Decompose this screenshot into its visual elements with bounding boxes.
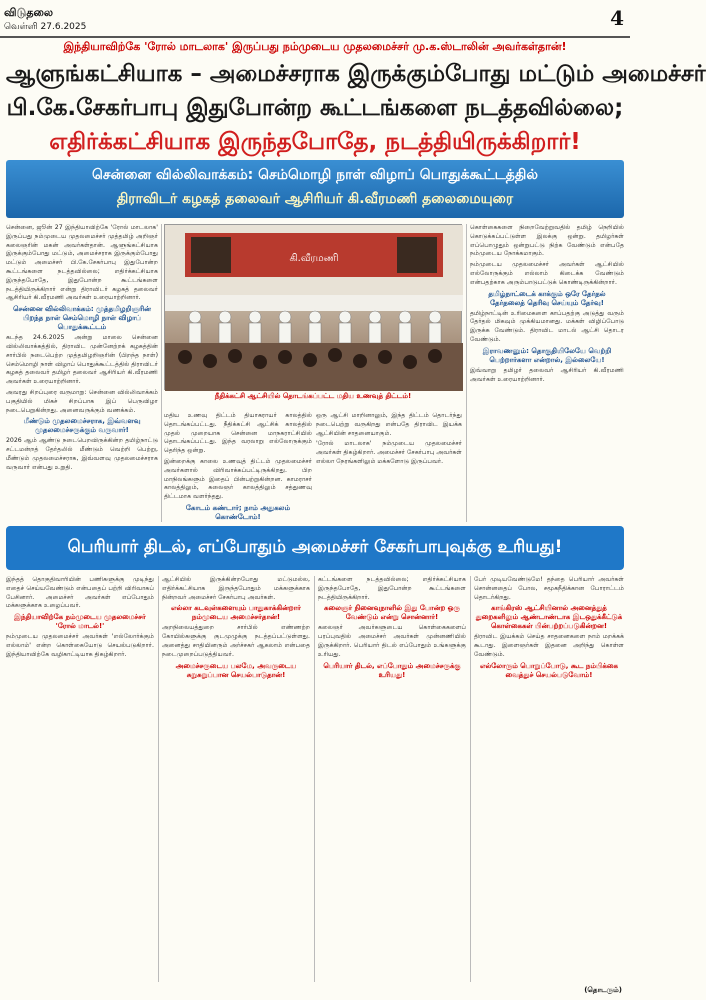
column-divider: [161, 224, 162, 522]
paragraph: கொள்கைகளை நிறைவேற்றுவதில் தமிழ் நெறியில் கொடுக்கப்பட்டுள்ள இலக்கு ஒன்று. தமிழர்கள் எப்பொழுதும் ஒன்றுபட்டு நிற்க வேண்டும் என்பதே நம்முடைய நோக்கமாகும்.: [470, 224, 624, 258]
paragraph: கலைஞர் அவர்களுடைய கொள்கைகளைப் பரப்புவதில் அமைச்சர் அவர்கள் முன்னணியில் இருக்கிறார். பெரியார் திடல் எப்போதும் உங்களுக்கு உரியது.: [318, 624, 466, 658]
column-divider: [158, 576, 159, 982]
paragraph: கட்டங்களை நடத்தவில்லை; எதிர்க்கட்சியாக இருந்தபோதே, இதுபோன்ற கூட்டங்களை நடத்தியிருக்கிறார்.: [318, 576, 466, 601]
section-heading: தமிழ்நாட்டைக் காக்கும் ஒரே தேர்தல் தேர்தலைத் தெரிவு செய்யும் தேர்வு!: [488, 289, 606, 307]
paragraph: சென்னை, ஜூன் 27 இந்தியாவிற்கே 'ரோல் மாடலாக' இருப்பது நம்முடைய முதலமைச்சர் முத்தமிழ் அறிஞர் கலைஞரின் மகன் அவர்கள்தான். ஆளுங்கட்சியாக இருக்கும்போது மட்டும், அமைச்சராக இருக்கும்போது மட்டும் அமைச்சர் பி.கே.சேகர்பாபு இதுபோன்ற கூட்டங்களை நடத்தவில்லை; எதிர்க்கட்சியாக இருந்தபோதே, இதுபோன்ற கூட்டங்களை நடத்தியிருக்கிறார் என்று திராவிடர் கழகத் தலைவர் ஆசிரியர் கி.வீரமணி அவர்கள் உரையாற்றினார்.: [6, 224, 158, 302]
paragraph: பேர் முடியவேண்டுமே! தந்தை பெரியார் அவர்கள் சொன்னதைப் போல, சமூகநீதிக்கான போராட்டம் தொடர்கிறது.: [474, 576, 624, 601]
article-column-middle-right: [316, 412, 462, 522]
article-column-left: [6, 224, 158, 522]
paragraph: 'ரோல் மாடலாக' நம்முடைய முதலமைச்சர் அவர்கள் திகழ்கிறார். அமைச்சர் சேகர்பாபு அவர்கள் எல்லா நேரங்களிலும் மக்களோடு இருப்பவர்.: [316, 440, 462, 465]
stage-banner-text: கி.வீரமணி: [289, 253, 339, 264]
column-divider: [470, 576, 471, 982]
kicker-line: இந்தியாவிற்கே 'ரோல் மாடலாக' இருப்பது நம்முடைய முதலமைச்சர் மு.க.ஸ்டாலின் அவர்கள்தான்!: [63, 40, 567, 53]
column-divider: [466, 224, 467, 522]
paragraph: ஆட்சியில் இருக்கின்றபோது மட்டுமல்ல, எதிர்க்கட்சியாக இருந்தபோதும் மக்களுக்காக நின்றவர் அமைச்சர் சேகர்பாபு அவர்கள்.: [162, 576, 310, 601]
article-column-bottom-3: [318, 576, 466, 982]
newspaper-name: விடுதலை: [4, 6, 54, 19]
page-number: 4: [610, 6, 624, 30]
section-heading: காங்கிரஸ் ஆட்சியினால் அனைத்துத் துறைகளிலும் ஆண்டாண்டாக இடஒதுக்கீட்டுக் கொள்கைகள் பின்பற்றப்படுகின்றன!: [475, 604, 623, 631]
section-heading: கலைஞர் நினைவுநாளில் இது போன்ற ஒரு வேண்டும் என்று சொன்னார்!: [323, 604, 461, 622]
headline-line-3: எதிர்க்கட்சியாக இருந்தபோதே, நடத்தியிருக்கிறார்!: [49, 129, 581, 155]
section-heading: அமைச்சருடைய பலமே, அவருடைய சுறுசுறுப்பான செயல்பாடுதான்!: [175, 661, 297, 679]
section-heading: கோடம் கண்டார்; நாம் அதுகலம் கொண்டோம்!: [185, 503, 291, 521]
paragraph: தமிழ்நாட்டின் உரிமைகளை காப்பதற்கு அடுத்து வரும் தேர்தல் மிகவும் முக்கியமானது. மக்கள் விழிப்போடு இருக்க வேண்டும். திராவிட மாடல் ஆட்சி தொடர வேண்டும்.: [470, 309, 624, 343]
section-heading: இந்தியாவிற்கே நம்முடைய முதலமைச்சர் 'ரோல் மாடல்!': [14, 613, 146, 631]
article-column-middle-left: [164, 412, 312, 522]
paragraph: ஒரு ஆட்சி மாறினாலும், இந்த திட்டம் தொடர்ந்து நடைபெற்று வருகிறது என்பதே திராவிட இயக்க ஆட்சியின் சாதனையாகும்.: [316, 412, 462, 437]
section-heading: சென்னை வில்லிவாக்கம்: முத்தமிழறிஞரின் பிறந்த நாள் செம்மொழி நாள் விழாப் பொதுக்கூட்டம்: [13, 305, 151, 332]
paragraph: கடந்த 24.6.2025 அன்று மாலை சென்னை வில்லிவாக்கத்தில், திராவிட முன்னேற்றக் கழகத்தின் சார்பில் நடைபெற்ற முத்தமிழறிஞரின் (பிறந்த நாள்) செம்மொழி நாள் விழாப் பொதுக்கூட்டத்தில் திராவிடர் கழகத் தலைவர் தமிழர் தலைவர் ஆசிரியர் கி.வீரமணி அவர்கள் உரையாற்றினார்.: [6, 334, 158, 386]
highlight-banner-text: பெரியார் திடல், எப்போதும் அமைச்சர் சேகர்பாபுவுக்கு உரியது!: [67, 537, 563, 557]
section-heading: எல்லோரும் பொறுப்போடு, கூட நம்பிக்கை வைத்துச் செயல்படுவோம்!: [480, 661, 618, 679]
event-photo: [164, 224, 462, 390]
paragraph: திராவிட இயக்கம் செய்த சாதனைகளை நாம் மறக்கக் கூடாது. இளைஞர்கள் இதனை அறிந்து கொள்ள வேண்டும்.: [474, 633, 624, 658]
highlight-banner: [6, 526, 624, 570]
subhead-banner: [6, 160, 624, 218]
photo-caption: நீதிக்கட்சி ஆட்சியில் தொடங்கப்பட்ட மதிய உணவுத் திட்டம்!: [214, 392, 412, 400]
continued-label: (தொடரும்): [584, 986, 622, 994]
issue-date: வெள்ளி 27.6.2025: [4, 22, 87, 32]
headline-line-2: பி.கே.சேகர்பாபு இதுபோன்ற கூட்டங்களை நடத்தவில்லை;: [6, 95, 624, 121]
stage-photo-illustration: [165, 225, 463, 391]
headline-line-1: ஆளுங்கட்சியாக – அமைச்சராக இருக்கும்போது மட்டும் அமைச்சர்: [6, 61, 706, 87]
column-divider: [314, 576, 315, 982]
subhead-line-1: சென்னை வில்லிவாக்கம்: செம்மொழி நாள் விழாப் பொதுக்கூட்டத்தில்: [91, 167, 538, 183]
section-heading: பெரியார் திடல், எப்போதும் அமைச்சருக்கு உரியது!: [323, 661, 461, 679]
paragraph: அவரது சிறப்புரை வருமாறு: சென்னை வில்லிவாக்கம் பகுதியில் மிகச் சிறப்பாக இப் பெருவிழா நடைபெறுகின்றது. அனைவருக்கும் வணக்கம்.: [6, 388, 158, 414]
paragraph: இன்றைக்கு காலை உணவுத் திட்டம் முதலமைச்சர் அவர்களால் விரிவாக்கப்பட்டிருக்கிறது. பிற மாநிலங்களும் இதைப் பின்பற்றுகின்றன. காமராசர் காலத்திலும், கலைஞர் காலத்திலும் சத்துணவு திட்டமாக வளர்ந்தது.: [164, 457, 312, 501]
section-heading: மீண்டும் முதலமைச்சராக, இவ்வளவு முதலமைச்சருக்கும் வருவார்!: [23, 417, 141, 435]
paragraph: நம்முடைய முதலமைச்சர் அவர்கள் 'எல்லோர்க்கும் எல்லாம்' என்ற கொள்கையோடு செயல்படுகிறார். இந்தியாவிற்கே வழிகாட்டியாக திகழ்கிறார்.: [6, 633, 154, 658]
article-column-bottom-1: [6, 576, 154, 982]
paragraph: இவ்வாறு தமிழர் தலைவர் ஆசிரியர் கி.வீரமணி அவர்கள் உரையாற்றினார்.: [470, 366, 624, 383]
masthead-divider: [0, 36, 630, 38]
article-column-bottom-2: [162, 576, 310, 982]
paragraph: 2026 ஆம் ஆண்டு நடைபெறவிருக்கின்ற தமிழ்நாட்டு சட்டமன்றத் தேர்தலில் மீண்டும் வெற்றி பெற்று, மீண்டும் முதலமைச்சராக, இவ்வளவு முதலமைச்சராக வருவார் என்பது உறுதி.: [6, 437, 158, 471]
paragraph: நம்முடைய முதலமைச்சர் அவர்கள் ஆட்சியில் எல்லோருக்கும் எல்லாம் கிடைக்க வேண்டும் என்பதற்காக அரும்பாடுபட்டுக் கொண்டிருக்கின்றார்.: [470, 261, 624, 286]
article-column-right: [470, 224, 624, 522]
article-column-bottom-4: [474, 576, 624, 982]
paragraph: மதிய உணவு திட்டம் தியாகராயர் காலத்தில் தொடங்கப்பட்டது. நீதிக்கட்சி ஆட்சிக் காலத்தில் முதல் முறையாக சென்னை மாநகராட்சியில் தொடங்கப்பட்டது. இந்த வரலாறு எல்லோருக்கும் தெரிந்த ஒன்று.: [164, 412, 312, 455]
section-heading: எல்லா கடவுள்களையும் பாதுகாக்கின்றார் நம்முடைய அமைச்சர்தான்!: [171, 604, 301, 622]
paragraph: அறநிலையத்துறை சார்பில் எண்ணற்ற கோயில்களுக்கு குடமுழுக்கு நடத்தப்பட்டுள்ளது. அனைத்து சாதியினரும் அர்ச்சகர் ஆகலாம் என்பதை நடைமுறைப்படுத்தியவர்.: [162, 624, 310, 658]
subhead-line-2: திராவிடர் கழகத் தலைவர் ஆசிரியர் கி.வீரமணி தலைமையுரை: [116, 191, 514, 207]
paragraph: இந்தத் தொகுதிவாரியின் பணிகளுக்கு முடிந்து எதைச் செய்யவேண்டும் என்பதைப் பற்றி விரிவாகப் பேசினார். அமைச்சர் அவர்கள் எப்போதும் மக்களுக்காக உழைப்பவர்.: [6, 576, 154, 610]
masthead: [0, 0, 630, 40]
section-heading: இராவணனும்: தொகுதியிலேயே வெற்றி பெற்றார்களா என்றால், இல்லையே!: [482, 346, 612, 364]
